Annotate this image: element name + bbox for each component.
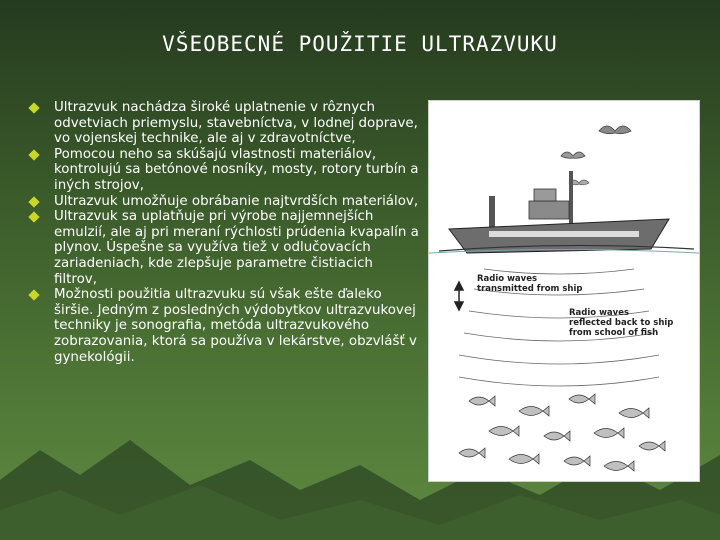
sonar-illustration xyxy=(428,100,700,482)
diamond-bullet-icon xyxy=(28,102,39,113)
diamond-bullet-icon xyxy=(28,289,39,300)
bullet-text: Možnosti použitia ultrazvuku sú však ešte ďaleko širšie. Jedným z posledných výdobytkov ultrazvukovej techniky je sonografia, metóda ultrazvukového zobrazovania, ktorá sa používa v lekárstve, obzvlášť v gynekológii. xyxy=(54,287,417,365)
ship-illustration xyxy=(439,171,694,253)
diamond-bullet-icon xyxy=(28,196,39,207)
fish-school-illustration xyxy=(459,394,665,471)
bullet-item xyxy=(30,100,420,147)
bullet-item xyxy=(30,287,420,365)
bullet-text: Pomocou neho sa skúšajú vlastnosti materiálov, kontrolujú sa betónové nosníky, mosty, rotory turbín a iných strojov, xyxy=(54,146,419,193)
bullet-item xyxy=(30,147,420,194)
up-down-arrow-icon xyxy=(455,282,463,310)
diamond-bullet-icon xyxy=(28,149,39,160)
transmitted-label-line1: Radio waves xyxy=(477,274,538,284)
transmitted-label-line2: transmitted from ship xyxy=(477,284,583,294)
bullet-item xyxy=(30,194,420,210)
reflected-label-line2: reflected back to ship xyxy=(569,318,674,328)
diamond-bullet-icon xyxy=(28,211,39,222)
bullet-item xyxy=(30,209,420,287)
seagull-icon xyxy=(561,152,585,158)
slide-title: VŠEOBECNÉ POUŽITIE ULTRAZVUKU xyxy=(162,32,558,56)
seagull-icon xyxy=(599,126,631,134)
bullet-text: Ultrazvuk umožňuje obrábanie najtvrdších materiálov, xyxy=(54,193,419,209)
bullet-text: Ultrazvuk sa uplatňuje pri výrobe najjemnejších emulzií, ale aj pri meraní rýchlosti prúdenia kvapalín a plynov. Úspešne sa využíva tiež v odlučovacích zariadeniach, kde zlepšuje parametre čistiacich filtrov, xyxy=(54,209,419,287)
bullet-text: Ultrazvuk nachádza široké uplatnenie v rôznych odvetviach priemyslu, stavebníctva, v lodnej doprave, vo vojenskej technike, ale aj v zdravotníctve, xyxy=(54,100,418,147)
bullet-list xyxy=(30,100,420,365)
reflected-label-line1: Radio waves xyxy=(569,308,630,318)
reflected-label-line3: from school of fish xyxy=(569,328,659,338)
